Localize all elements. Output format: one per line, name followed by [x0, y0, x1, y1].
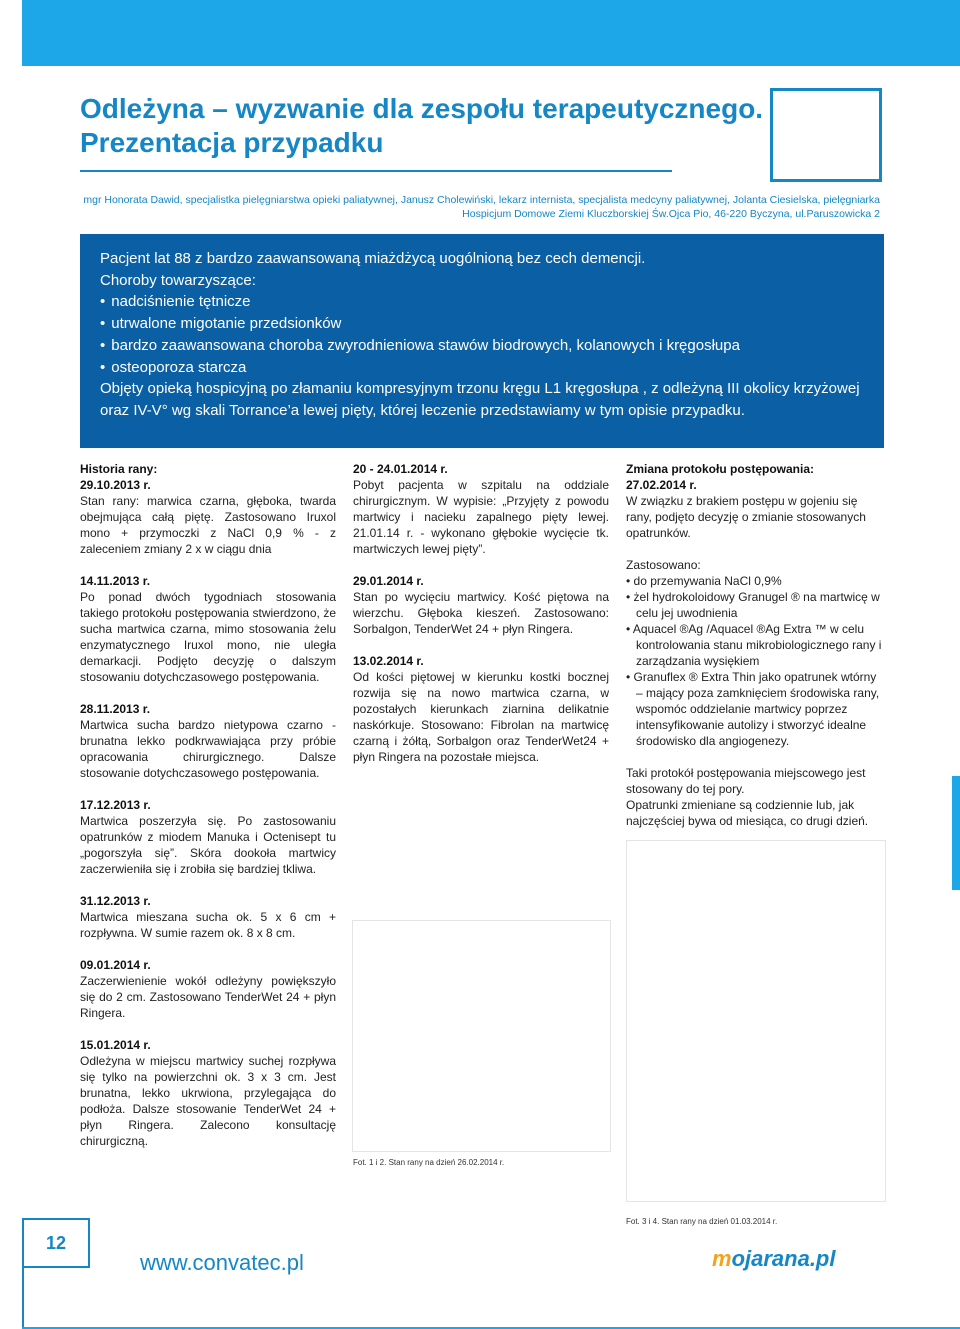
entry-date: 28.11.2013 r.: [80, 702, 151, 716]
list-item: • nadciśnienie tętnicze: [100, 291, 864, 313]
entry-text: Martwica sucha bardzo nietypowa czarno - brunatna lekko podkrwawiająca przy próbie opracowania chirurgicznego. Dalsze stosowanie dotychczasowego postępowania.: [80, 718, 336, 780]
top-color-bar: [22, 0, 960, 66]
column-hospital-stay: [353, 461, 609, 765]
entry-text: Stan rany: marwica czarna, głęboka, twarda obejmująca całą piętę. Zastosowano Iruxol mono + przymoczki z NaCl 0,9 % - z zaleceniem zmiany 2 x w ciągu dnia: [80, 494, 336, 556]
summary-comorbidities-label: Choroby towarzyszące:: [100, 271, 256, 289]
page-title: [80, 92, 780, 160]
entry-date: 13.02.2014 r.: [353, 654, 424, 668]
footer-left-rule: [22, 1218, 24, 1329]
photo-caption-1-2: Fot. 1 i 2. Stan rany na dzień 26.02.2014 r.: [353, 1158, 505, 1167]
summary-closing: Objęty opieką hospicyjną po złamaniu kompresyjnym trzonu kręgu L1 kręgosłupa , z odleżyną III okolicy krzyżowej oraz IV-V° wg skali Torrance’a lewej pięty, której leczenie przedstawiamy w tym opisie przypadku.: [100, 380, 860, 419]
entry-text: Martwica poszerzyła się. Po zastosowaniu opatrunków z miodem Manuka i Octenisept tu „pogorszyła się”. Skóra dookoła martwicy zaczerwieniła się i zrobiła się bardziej tkliwa.: [80, 814, 336, 876]
protocol-intro: W związku z brakiem postępu w gojeniu się rany, podjęto decyzję o zmianie stosowanych opatrunków.: [626, 494, 866, 540]
entry-text: Pobyt pacjenta w szpitalu na oddziale chirurgicznym. W wypisie: „Przyjęty z powodu martwicy i nacieku zapalnego pięty lewej. 21.01.14 r. - wykonano głębokie wycięcie tk. martwiczych lewej pięty”.: [353, 478, 609, 556]
list-item: • bardzo zaawansowana choroba zwyrodnieniowa stawów biodrowych, kolanowych i kręgosłupa: [100, 335, 864, 357]
protocol-heading: Zmiana protokołu postępowania:: [626, 462, 815, 476]
applied-label: Zastosowano:: [626, 558, 701, 572]
list-item: • Aquacel ®Ag /Aquacel ®Ag Extra ™ w celu kontrolowania stanu mikrobiologicznego rany i zarządzania wysiękiem: [626, 621, 884, 669]
entry-date: 27.02.2014 r.: [626, 478, 697, 492]
entry-date: 20 - 24.01.2014 r.: [353, 462, 448, 476]
applied-list: [626, 573, 884, 749]
authors-line-2: Hospicjum Domowe Ziemi Kluczborskiej Św.Ojca Pio, 46-220 Byczyna, ul.Paruszowicka 2: [462, 208, 880, 220]
list-item: • utrwalone migotanie przedsionków: [100, 313, 864, 335]
column-protocol-change: [626, 461, 884, 829]
right-accent-strip: [952, 776, 960, 890]
entry-text: Odleżyna w miejscu martwicy suchej rozpływa się tylko na powierzchni ok. 3 x 3 cm. Jest brunatna, lekko ukrwiona, przylegająca do podłoża. Dalsze stosowanie TenderWet 24 + płyn Ringera. Zalecono konsultację chirurgiczną.: [80, 1054, 336, 1148]
title-underline: [80, 170, 672, 172]
case-summary-box: [80, 234, 884, 448]
entry-text: Zaczerwienienie wokół odleżyny powiększyło się do 2 cm. Zastosowano TenderWet 24 + płyn Ringera.: [80, 974, 336, 1020]
authors: [80, 193, 880, 221]
entry-text: Martwica mieszana sucha ok. 5 x 6 cm + rozpływna. W sumie razem ok. 8 x 8 cm.: [80, 910, 336, 940]
entry-date: 31.12.2013 r.: [80, 894, 151, 908]
column-wound-history: [80, 461, 336, 1149]
entry-date: 29.10.2013 r.: [80, 478, 151, 492]
title-line-2: Prezentacja przypadku: [80, 127, 384, 158]
list-item: • do przemywania NaCl 0,9%: [626, 573, 884, 589]
protocol-note-1: Taki protokół postępowania miejscowego jest stosowany do tej pory.: [626, 766, 866, 796]
list-item: • osteoporoza starcza: [100, 357, 864, 379]
list-item: • Granuflex ® Extra Thin jako opatrunek wtórny – mający poza zamknięciem środowiska rany, wspomóc oddzielanie martwicy poprzez intensyfikowanie autolizy i stworzyć idealne środowisko dla angiogenezy.: [626, 669, 884, 749]
comorbidities-list: [100, 291, 864, 378]
title-line-1: Odleżyna – wyzwanie dla zespołu terapeutycznego.: [80, 93, 764, 124]
entry-text: Od kości piętowej w kierunku kostki bocznej rozwija się na nowo martwica czarna, w pozostałych kierunkach ziarnina delikatnie naskórkuje. Stosowano: Fibrolan na martwicę czarną i żółtą, Sorbalgon oraz TenderWet24 + płyn Ringera na pozostałe miejsca.: [353, 670, 609, 764]
page-number: 12: [22, 1218, 90, 1268]
wound-history-heading: Historia rany:: [80, 462, 158, 476]
photo-caption-3-4: Fot. 3 i 4. Stan rany na dzień 01.03.2014 r.: [626, 1217, 778, 1226]
entry-text: Stan po wycięciu martwicy. Kość piętowa na wierzchu. Głęboka kieszeń. Zastosowano: Sorbalgon, TenderWet 24 + płyn Ringera.: [353, 590, 609, 636]
convatec-url-link[interactable]: www.convatec.pl: [140, 1250, 304, 1275]
entry-date: 14.11.2013 r.: [80, 574, 151, 588]
entry-date: 09.01.2014 r.: [80, 958, 151, 972]
list-item: • żel hydrokoloidowy Granugel ® na martwicę w celu jej uwodnienia: [626, 589, 884, 621]
entry-date: 15.01.2014 r.: [80, 1038, 151, 1052]
mojarana-logo-text: ojarana.pl: [731, 1246, 836, 1271]
summary-intro: Pacjent lat 88 z bardzo zaawansowaną miażdżycą uogólnioną bez cech demencji.: [100, 250, 646, 267]
entry-date: 17.12.2013 r.: [80, 798, 151, 812]
authors-line-1: mgr Honorata Dawid, specjalistka pielęgniarstwa opieki paliatywnej, Janusz Cholewiński, lekarz internista, specjalista medcyny paliatywnej, Jolanta Ciesielska, pielęgniarka: [83, 194, 880, 206]
entry-text: Po ponad dwóch tygodniach stosowania takiego protokołu postępowania stwierdzono, że sucha martwica czarna, mimo stosowania żelu enzymatycznego Iruxol mono, nie uległa demarkacji. Podjęto decyzję o dalszym stosowaniu dotychczasowego postępowania.: [80, 590, 336, 684]
mojarana-url-link[interactable]: [712, 1246, 835, 1272]
entry-date: 29.01.2014 r.: [353, 574, 424, 588]
wound-photo-1-2: [352, 920, 611, 1152]
logo-frame: [770, 88, 882, 182]
protocol-note-2: Opatrunki zmieniane są codziennie lub, jak najczęściej bywa od miesiąca, co drugi dzień.: [626, 798, 869, 828]
mojarana-logo-m: m: [712, 1246, 732, 1271]
wound-photo-3-4: [626, 840, 886, 1202]
